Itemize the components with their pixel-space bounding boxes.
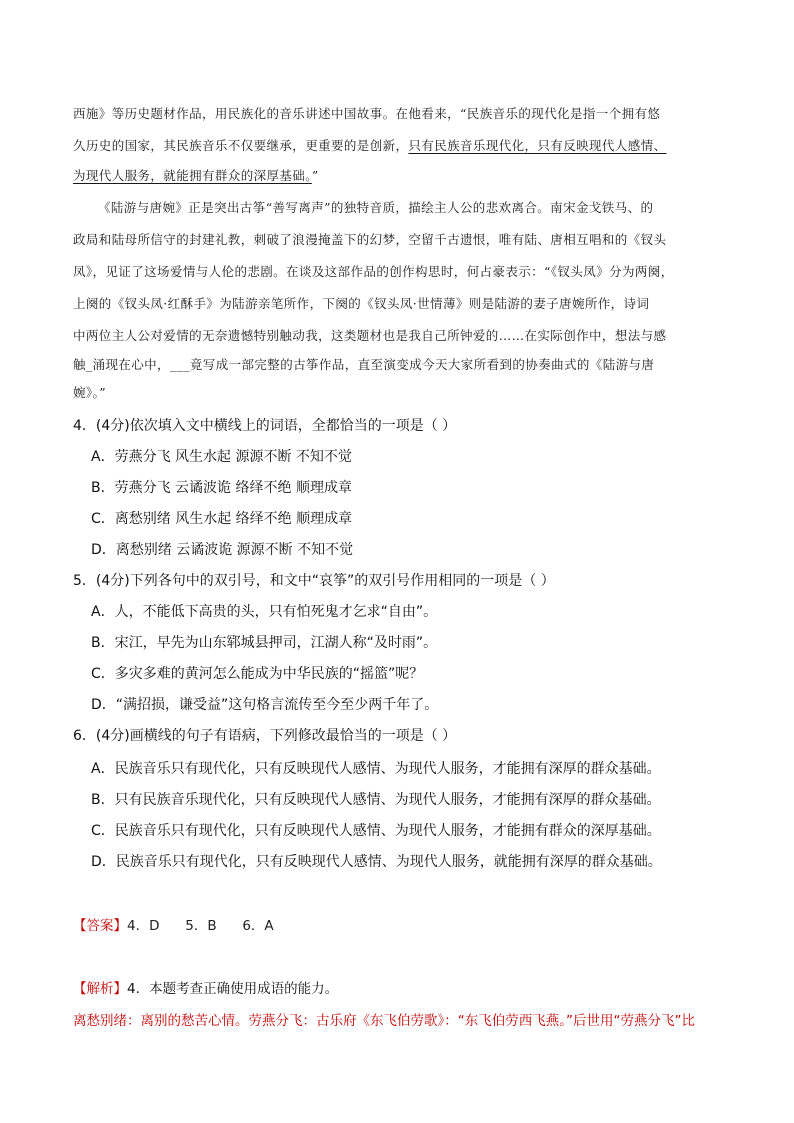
question-stem-6: 6．(4分)画横线的句子有语病，下列修改最恰当的一项是（ ）	[73, 728, 457, 744]
option-6d: D．民族音乐只有现代化，只有反映现代人感情、为现代人服务，就能拥有深厚的群众基础。	[91, 854, 662, 870]
answer-label: 【答案】	[73, 918, 127, 934]
passage-line: 婉》。”	[73, 385, 106, 400]
passage-line: 西施》等历史题材作品，用民族化的音乐讲述中国故事。在他看来，“民族音乐的现代化是指一个拥有悠	[73, 106, 661, 121]
option-5a: A．人，不能低下高贵的头，只有怕死鬼才乞求“自由”。	[91, 604, 438, 620]
option-4d: D．离愁别绪 云谲波诡 源源不断 不知不觉	[91, 542, 354, 558]
underlined-sentence: 只有民族音乐现代化，只有反映现代人感情、	[408, 138, 667, 153]
option-5c: C．多灾多难的黄河怎么能成为中华民族的“摇篮”呢？	[91, 666, 424, 682]
passage-line: 政局和陆母所信守的封建礼教，刺破了浪漫掩盖下的幻梦，空留千古遗恨，唯有陆、唐相互唱和的《钗头	[73, 232, 667, 247]
passage-line	[73, 166, 319, 184]
option-4a: A．劳燕分飞 风生水起 源源不断 不知不觉	[91, 449, 352, 465]
passage-line: 中两位主人公对爱情的无奈遗憾特别触动我，这类题材也是我自己所钟爱的……在实际创作中，想法与感	[73, 328, 667, 343]
option-4b: B．劳燕分飞 云谲波诡 络绎不绝 顺理成章	[91, 480, 352, 496]
option-4c: C．离愁别绪 风生水起 络绎不绝 顺理成章	[91, 511, 353, 527]
question-stem-4: 4．(4分)依次填入文中横线上的词语，全都恰当的一项是（ ）	[73, 418, 457, 434]
passage-line: 上阕的《钗头凤·红酥手》为陆游亲笔所作，下阕的《钗头凤·世情薄》则是陆游的妻子唐婉所作，诗词	[73, 296, 650, 311]
analysis-line	[73, 977, 338, 997]
analysis-detail: 离愁别绪：离别的愁苦心情。劳燕分飞：古乐府《东飞伯劳歌》：“东飞伯劳西飞燕。”后世用“劳燕分飞”比	[73, 1013, 695, 1029]
passage-line: 触_涌现在心中，___竟写成一部完整的古筝作品，直至演变成今天大家所看到的协奏曲式的《陆游与唐	[73, 357, 655, 372]
option-5d: D．“满招损，谦受益”这句格言流传至今至少两千年了。	[91, 697, 439, 713]
analysis-label: 【解析】	[73, 981, 127, 997]
underlined-sentence: 为现代人服务，就能拥有群众的深厚基础。	[73, 168, 312, 183]
option-6a: A．民族音乐只有现代化，只有反映现代人感情、为现代人服务，才能拥有深厚的群众基础。	[91, 761, 661, 777]
option-5b: B．宋江，早先为山东郓城县押司，江湖人称“及时雨”。	[91, 635, 438, 651]
analysis-text: 4．本题考查正确使用成语的能力。	[127, 981, 339, 997]
passage-line: 《陆游与唐婉》正是突出古筝“善写离声”的独特音质，描绘主人公的悲欢离合。南宋金戈铁马、的	[98, 200, 654, 215]
question-stem-5: 5．(4分)下列各句中的双引号，和文中“哀筝”的双引号作用相同的一项是（ ）	[73, 573, 555, 589]
passage-text: 久历史的国家，其民族音乐不仅要继承，更重要的是创新，	[73, 138, 409, 153]
option-6c: C．民族音乐只有现代化，只有反映现代人感情、为现代人服务，才能拥有群众的深厚基础。	[91, 823, 661, 839]
option-6b: B．只有民族音乐现代化，只有反映现代人感情、为现代人服务，才能拥有深厚的群众基础。	[91, 792, 661, 808]
passage-line	[73, 136, 666, 154]
passage-text: ”	[311, 168, 319, 183]
passage-line: 凤》，见证了这场爱情与人伦的悲剧。在谈及这部作品的创作构思时，何占豪表示：“《钗头凤》分为两阕，	[73, 264, 674, 279]
answer-text: 4．D 5．B 6．A	[127, 918, 274, 934]
answer-line	[73, 914, 274, 934]
